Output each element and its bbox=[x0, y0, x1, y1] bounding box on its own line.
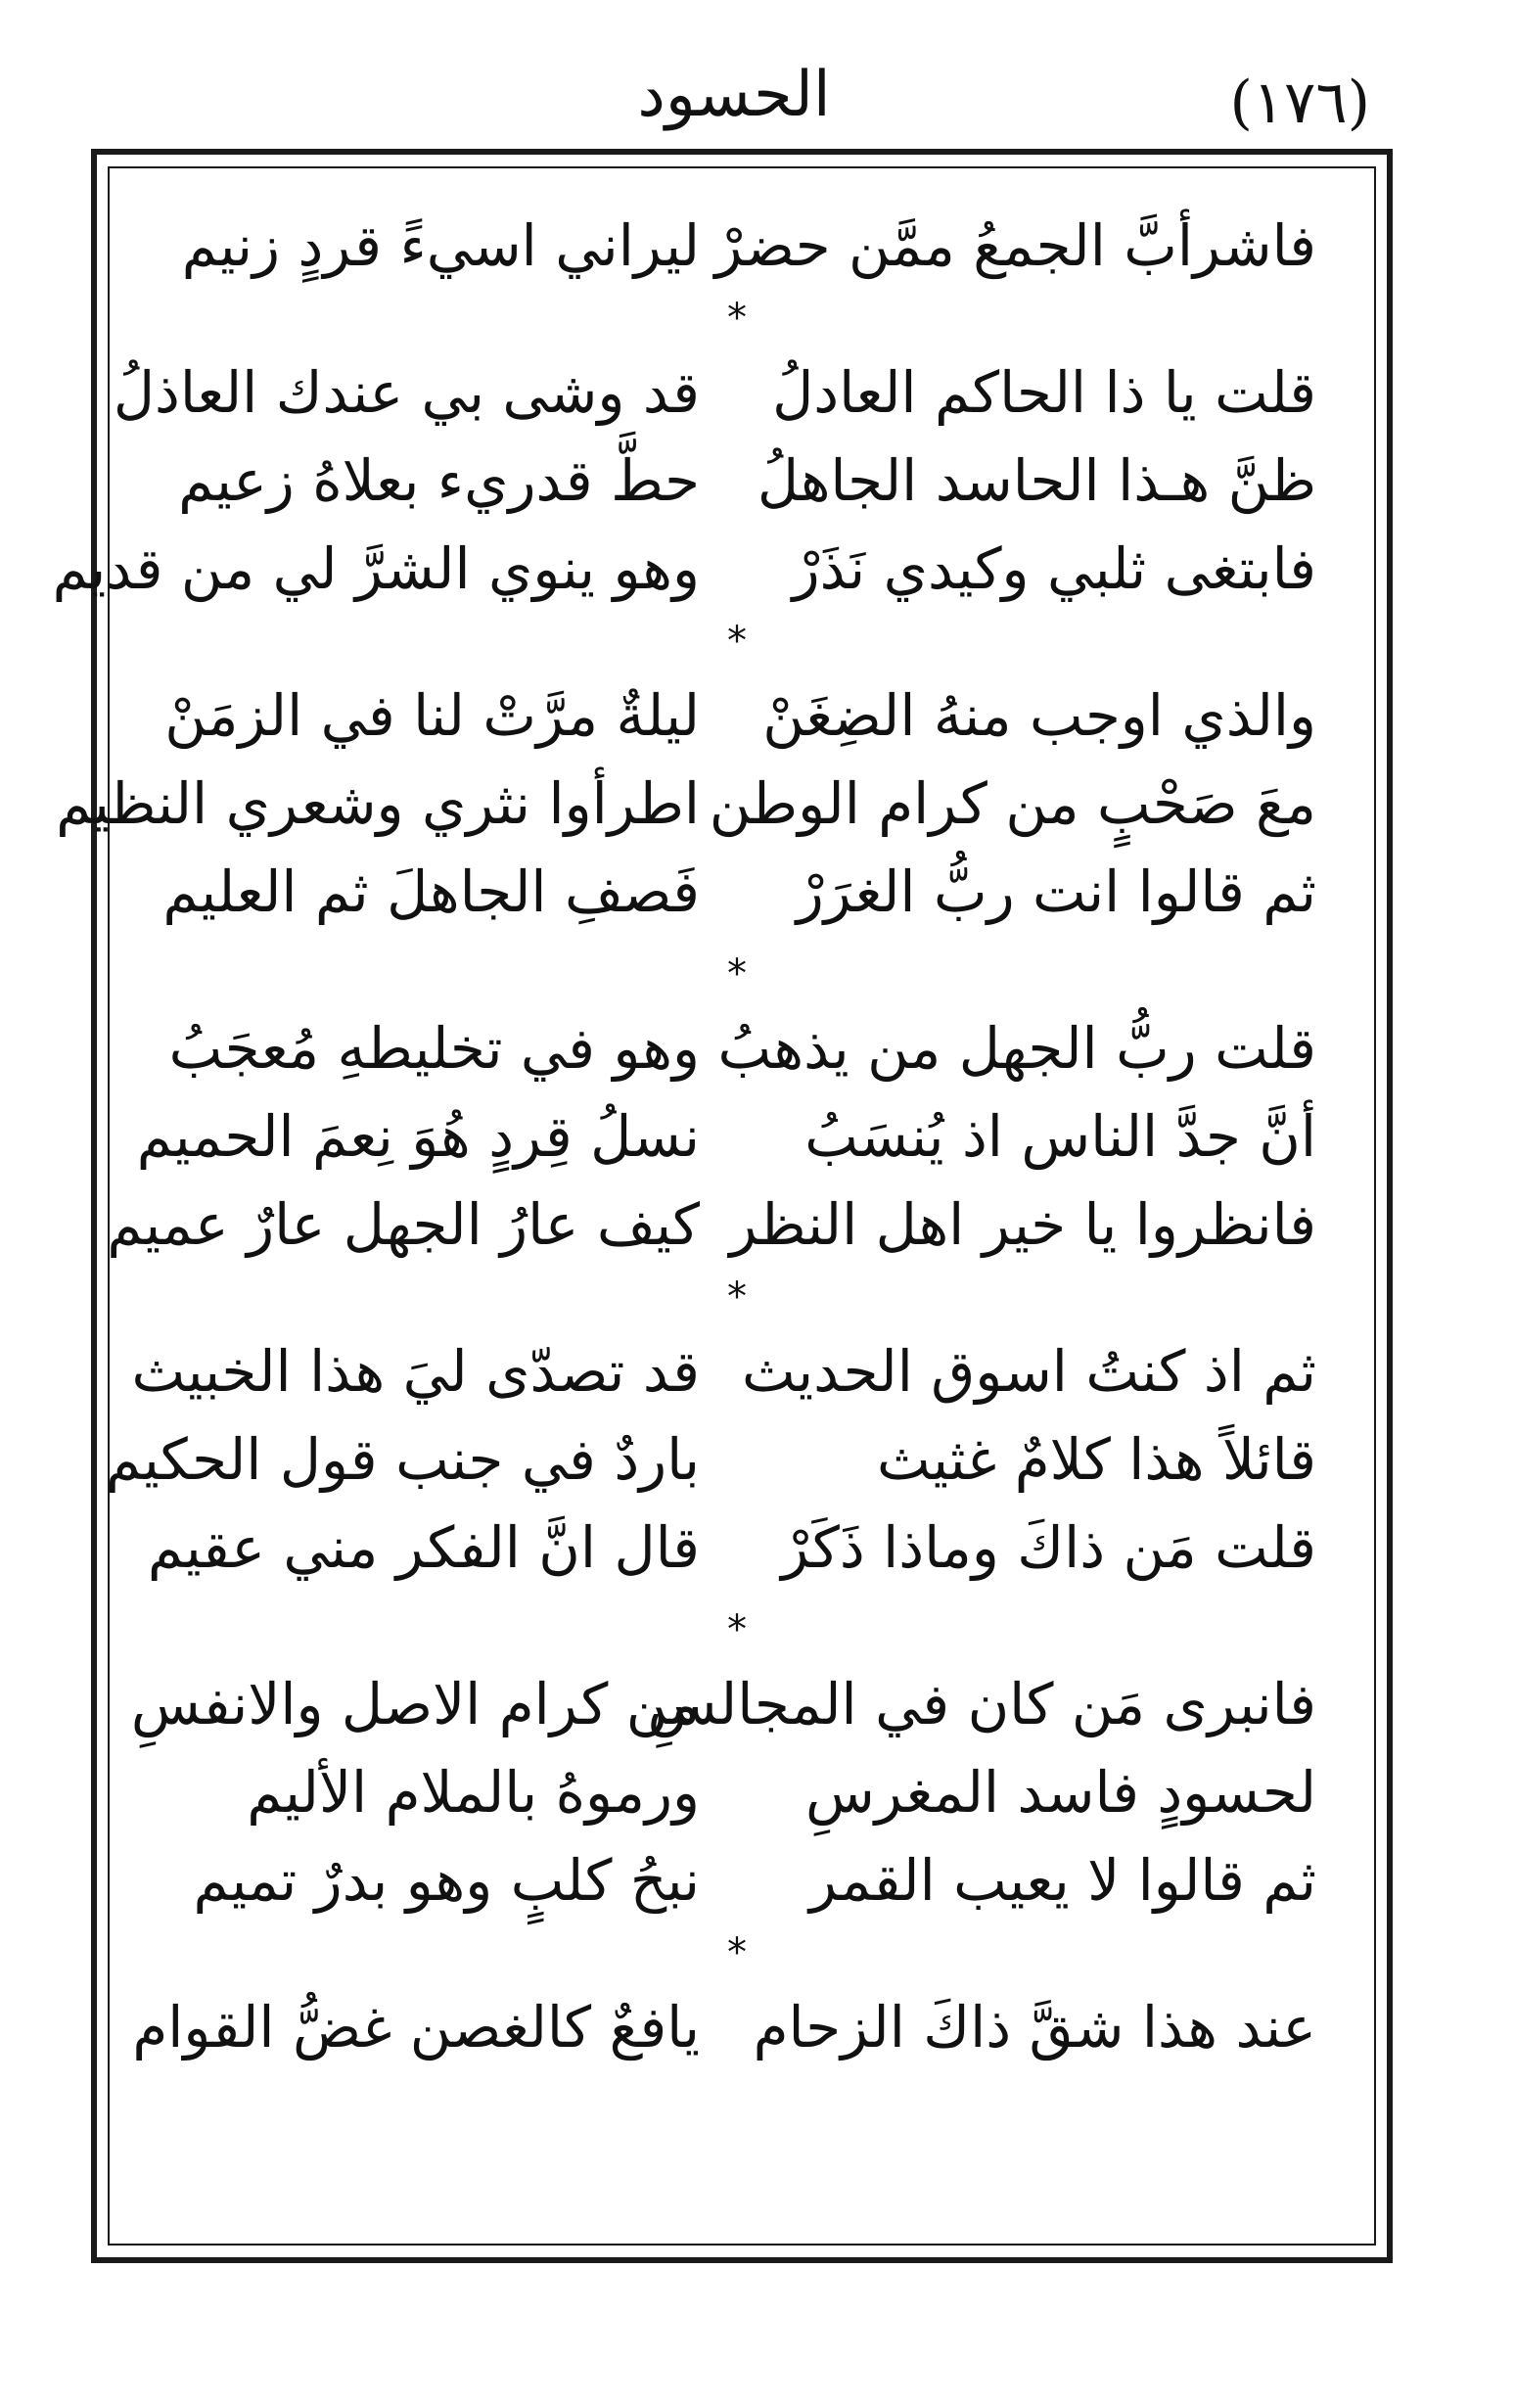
verse-line bbox=[171, 201, 1316, 291]
page-number: (١٧٦) bbox=[1229, 69, 1370, 137]
verse-line bbox=[131, 1326, 1316, 1416]
verse-second-hemistich: يافعٌ كالغصن غضُّ القوام bbox=[132, 1994, 700, 2061]
verse-first-hemistich: فابتغى ثلبي وكيدي نَذَرْ bbox=[792, 535, 1316, 602]
poem-body bbox=[52, 201, 1316, 2217]
stanza-separator: * bbox=[727, 619, 747, 664]
stanza-separator: * bbox=[727, 1274, 747, 1320]
verse-second-hemistich: قال انَّ الفكر مني عقيم bbox=[147, 1514, 700, 1581]
verse-second-hemistich: حطَّ قدريء بعلاهُ زعيم bbox=[178, 447, 700, 514]
stanza-separator: * bbox=[727, 951, 747, 996]
verse-first-hemistich: ظنَّ هـذا الحاسد الجاهلُ bbox=[757, 447, 1316, 514]
stanza-separator: * bbox=[727, 296, 747, 341]
verse-first-hemistich: فانظروا يا خير اهل النظر bbox=[729, 1191, 1316, 1258]
verse-second-hemistich: نسلُ قِردٍ هُوَ نِعمَ الحميم bbox=[136, 1103, 700, 1170]
verse-second-hemistich: من كرام الاصل والانفسِ bbox=[130, 1671, 700, 1737]
stanza-separator: * bbox=[727, 1930, 747, 1975]
verse-second-hemistich: اطرأوا نثري وشعري النظيم bbox=[56, 770, 700, 837]
verse-first-hemistich: قلت مَن ذاكَ وماذا ذَكَرْ bbox=[781, 1514, 1316, 1581]
verse-first-hemistich: ثم اذ كنتُ اسوق الحديث bbox=[742, 1338, 1316, 1405]
verse-second-hemistich: ليراني اسيءً قردٍ زنيم bbox=[181, 212, 700, 279]
verse-first-hemistich: قائلاً هذا كلامٌ غثيث bbox=[876, 1426, 1316, 1493]
verse-first-hemistich: ثم قالوا لا يعيب القمر bbox=[809, 1847, 1316, 1914]
verse-line bbox=[171, 1835, 1316, 1925]
verse-second-hemistich: وهو في تخليطهِ مُعجَبُ bbox=[168, 1015, 700, 1082]
verse-first-hemistich: فانبرى مَن كان في المجالسِ bbox=[647, 1671, 1316, 1737]
verse-line bbox=[171, 436, 1316, 526]
verse-first-hemistich: والذي اوجب منهُ الضِغَنْ bbox=[762, 682, 1316, 749]
verse-line bbox=[52, 524, 1316, 614]
verse-line bbox=[130, 1659, 1316, 1749]
verse-first-hemistich: عند هذا شقَّ ذاكَ الزحام bbox=[753, 1994, 1316, 2061]
verse-second-hemistich: فَصفِ الجاهلَ ثم العليم bbox=[162, 858, 700, 925]
stanza-separator: * bbox=[727, 1607, 747, 1652]
running-title: الحسود bbox=[637, 59, 831, 131]
verse-line bbox=[113, 347, 1316, 438]
verse-line bbox=[171, 1747, 1316, 1837]
verse-second-hemistich: قد تصدّى ليَ هذا الخبيث bbox=[131, 1338, 700, 1405]
verse-line bbox=[106, 1414, 1316, 1505]
verse-first-hemistich: قلت يا ذا الحاكم العادلُ bbox=[772, 359, 1316, 426]
verse-line bbox=[164, 671, 1316, 761]
verse-line bbox=[168, 1003, 1316, 1093]
verse-first-hemistich: فاشرأبَّ الجمعُ ممَّن حضرْ bbox=[714, 212, 1316, 279]
verse-second-hemistich: ورموهُ بالملام الأليم bbox=[247, 1759, 700, 1826]
verse-second-hemistich: قد وشى بي عندك العاذلُ bbox=[113, 359, 700, 426]
verse-line bbox=[147, 1503, 1316, 1593]
verse-first-hemistich: قلت ربُّ الجهل من يذهبُ bbox=[717, 1015, 1316, 1082]
verse-second-hemistich: ليلةٌ مرَّتْ لنا في الزمَنْ bbox=[164, 682, 700, 749]
verse-first-hemistich: لحسودٍ فاسد المغرسِ bbox=[804, 1759, 1316, 1826]
verse-first-hemistich: أنَّ جدَّ الناس اذ يُنسَبُ bbox=[804, 1103, 1316, 1170]
verse-first-hemistich: معَ صَحْبٍ من كرام الوطن bbox=[709, 770, 1316, 837]
verse-line bbox=[136, 1091, 1316, 1181]
verse-second-hemistich: نبحُ كلبٍ وهو بدرٌ تميم bbox=[193, 1847, 700, 1914]
verse-line bbox=[56, 759, 1316, 849]
verse-line bbox=[132, 1982, 1316, 2072]
verse-first-hemistich: ثم قالوا انت ربُّ الغرَرْ bbox=[796, 858, 1316, 925]
verse-second-hemistich: وهو ينوي الشرَّ لي من قديم bbox=[52, 535, 700, 602]
verse-line bbox=[107, 1180, 1316, 1270]
verse-second-hemistich: باردٌ في جنب قول الحكيم bbox=[106, 1426, 700, 1493]
verse-second-hemistich: كيف عارُ الجهل عارٌ عميم bbox=[107, 1191, 700, 1258]
verse-line bbox=[162, 847, 1316, 937]
